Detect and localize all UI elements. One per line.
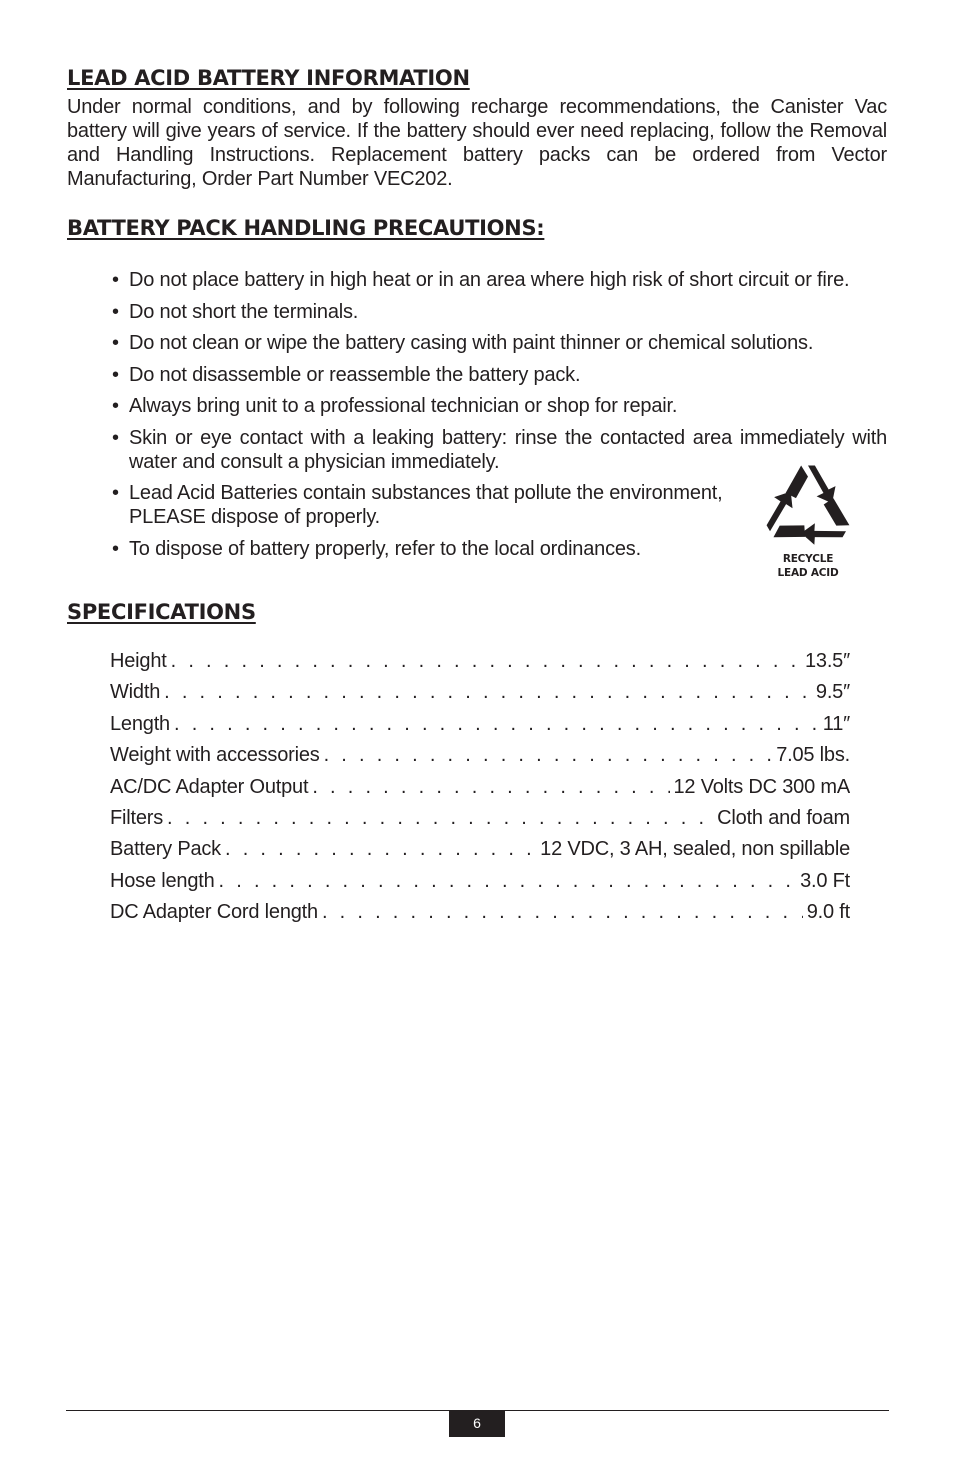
precautions-title: BATTERY PACK HANDLING PRECAUTIONS: (67, 216, 545, 240)
spec-value: 12 Volts DC 300 mA (673, 775, 850, 798)
spec-row (110, 650, 850, 681)
spec-row (110, 838, 850, 869)
spec-label: Height (110, 650, 167, 672)
spec-row (110, 901, 850, 932)
recycle-logo (764, 462, 852, 580)
spec-row (110, 713, 850, 744)
spec-label: Filters (110, 806, 164, 829)
spec-row (110, 776, 850, 807)
precaution-item: • To dispose of battery properly, refer to the local ordinances. (112, 537, 729, 561)
spec-label: Hose length (110, 869, 215, 892)
spec-value: 3.0 Ft (800, 869, 850, 892)
spec-value: 7.05 lbs. (776, 744, 850, 767)
spec-value: 9.0 ft (806, 901, 850, 924)
leader-dots (322, 901, 803, 924)
spec-row (110, 807, 850, 838)
leader-dots (312, 776, 669, 799)
precaution-item: • Do not place battery in high heat or in an area where high risk of short circuit or fire. (112, 268, 887, 292)
spec-label: AC/DC Adapter Output (110, 775, 309, 798)
spec-label: DC Adapter Cord length (110, 901, 318, 924)
precaution-item: • Do not short the terminals. (112, 300, 887, 324)
battery-info-title: LEAD ACID BATTERY INFORMATION (67, 66, 470, 90)
precaution-item: • Always bring unit to a professional technician or shop for repair. (112, 394, 887, 418)
spec-row (110, 681, 850, 712)
leader-dots (324, 744, 773, 767)
recycle-caption-line: LEAD ACID (777, 567, 839, 579)
recycle-icon (765, 462, 851, 548)
spec-row (110, 744, 850, 775)
spec-label: Battery Pack (110, 838, 221, 861)
recycle-caption-line: RECYCLE (782, 553, 834, 565)
recycle-caption (764, 552, 852, 580)
spec-value: 11″ (822, 712, 850, 735)
spec-label: Weight with accessories (110, 744, 320, 767)
leader-dots (171, 650, 801, 673)
leader-dots (225, 838, 536, 861)
spec-label: Width (110, 681, 161, 704)
battery-info-body: Under normal conditions, and by following recharge recommendations, the Canister Vac battery will give years of service. If the battery should ever need replacing, follow the Removal and Handling Instructions. Replacement battery packs can be ordered from Vector Manufacturing, Order Part Number VEC202. (67, 96, 887, 190)
spec-value: 12 VDC, 3 AH, sealed, non spillable (540, 838, 850, 861)
leader-dots (219, 870, 797, 893)
spec-value: 13.5″ (804, 650, 850, 672)
spec-row (110, 870, 850, 901)
specifications-title: SPECIFICATIONS (67, 600, 256, 624)
spec-label: Length (110, 712, 170, 735)
spec-value: 9.5″ (815, 681, 850, 704)
leader-dots (174, 713, 819, 736)
precaution-item: • Do not disassemble or reassemble the battery pack. (112, 363, 887, 387)
leader-dots (167, 807, 713, 830)
page-number: 6 (449, 1410, 505, 1437)
precaution-item: • Lead Acid Batteries contain substances that pollute the environment, PLEASE dispose of properly. (112, 481, 729, 529)
spec-value: Cloth and foam (717, 806, 850, 829)
precaution-item: • Do not clean or wipe the battery casing with paint thinner or chemical solutions. (112, 331, 887, 355)
precaution-item: • Skin or eye contact with a leaking battery: rinse the contacted area immediately with water and consult a physician immediately. (112, 426, 887, 474)
leader-dots (164, 681, 812, 704)
specifications-table (110, 650, 850, 933)
